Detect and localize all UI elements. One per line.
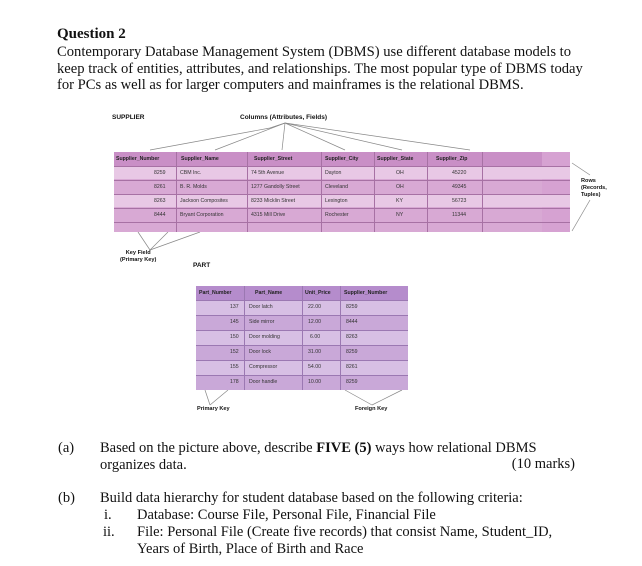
supplier-cell: OH: [396, 184, 404, 190]
part-cell: 152: [230, 349, 239, 355]
supplier-cell: KY: [396, 198, 403, 204]
part-cell: 54.00: [308, 364, 321, 370]
part-b-item-continuation: Years of Birth, Place of Birth and Race: [137, 541, 364, 557]
supplier-cell: 8444: [154, 212, 166, 218]
part-label: PART: [193, 262, 211, 269]
part-cell: 150: [230, 334, 239, 340]
supplier-cell: 49345: [452, 184, 467, 190]
part-b-item-marker: i.: [104, 507, 112, 523]
part-a-marks: (10 marks): [511, 456, 575, 472]
columns-label: Columns (Attributes, Fields): [240, 114, 328, 121]
foreign-key-label: Foreign Key: [355, 406, 388, 412]
supplier-header-city: Supplier_City: [325, 156, 359, 162]
part-cell: 137: [230, 304, 239, 310]
part-a-marker: (a): [58, 440, 75, 456]
part-cell: Door latch: [249, 304, 273, 310]
supplier-table: [114, 152, 570, 232]
question-intro: Contemporary Database Management System (DBMS) use different database models to keep track of entities, attributes, and relationships. The most popular type of DBMS today for PCs as well as for larger computers and mainframes is the relational DBMS.: [57, 44, 583, 93]
supplier-header-zip: Supplier_Zip: [436, 156, 468, 162]
part-cell: 22.00: [308, 304, 321, 310]
supplier-header-state: Supplier_State: [377, 156, 414, 162]
part-cell: 8259: [346, 304, 358, 310]
part-a-text: Based on the picture above, describe FIVE (5) ways how relational DBMS organizes data.: [100, 440, 537, 473]
supplier-cell: Rochester: [325, 212, 349, 218]
part-cell: 12.00: [308, 319, 321, 325]
part-cell: 8259: [346, 349, 358, 355]
supplier-cell: Jackson Composites: [180, 198, 228, 204]
part-cell: Door lock: [249, 349, 271, 355]
part-header-name: Part_Name: [255, 290, 283, 296]
part-header-supplier: Supplier_Number: [344, 290, 388, 296]
part-cell: 8444: [346, 319, 358, 325]
part-b-marker: (b): [58, 490, 75, 506]
question-title: Question 2: [57, 26, 126, 42]
supplier-cell: 8233 Micklin Street: [251, 198, 296, 204]
part-cell: 8263: [346, 334, 358, 340]
supplier-cell: 56723: [452, 198, 467, 204]
part-cell: 6.00: [310, 334, 321, 340]
supplier-cell: 45220: [452, 170, 467, 176]
part-b-item-text: File: Personal File (Create five records) that consist Name, Student_ID,: [137, 524, 553, 540]
part-b-text: Build data hierarchy for student database based on the following criteria:: [100, 490, 523, 506]
part-cell: 31.00: [308, 349, 321, 355]
supplier-cell: Dayton: [325, 170, 342, 176]
part-header-price: Unit_Price: [305, 290, 331, 296]
part-cell: Door handle: [249, 379, 278, 385]
supplier-header-street: Supplier_Street: [254, 156, 293, 162]
supplier-cell: 1277 Gandolly Street: [251, 184, 300, 190]
part-cell: 10.00: [308, 379, 321, 385]
part-cell: Compressor: [249, 364, 278, 370]
part-table: [196, 286, 408, 390]
part-b-item-marker: ii.: [103, 524, 115, 540]
supplier-cell: CBM Inc.: [180, 170, 202, 176]
part-cell: Door molding: [249, 334, 280, 340]
part-cell: 178: [230, 379, 239, 385]
part-cell: Side mirror: [249, 319, 275, 325]
supplier-cell: 74 5th Avenue: [251, 170, 285, 176]
supplier-label: SUPPLIER: [112, 114, 145, 121]
part-cell: 8259: [346, 379, 358, 385]
supplier-cell: B. R. Molds: [180, 184, 207, 190]
key-field-label: Key Field (Primary Key): [120, 250, 157, 263]
supplier-header-number: Supplier_Number: [116, 156, 160, 162]
part-cell: 8261: [346, 364, 358, 370]
supplier-header-name: Supplier_Name: [181, 156, 219, 162]
supplier-cell: Lexington: [325, 198, 348, 204]
supplier-cell: 4315 Mill Drive: [251, 212, 286, 218]
supplier-cell: 11344: [452, 212, 467, 218]
part-b-item-text: Database: Course File, Personal File, Financial File: [137, 507, 436, 523]
supplier-cell: NY: [396, 212, 404, 218]
part-cell: 145: [230, 319, 239, 325]
supplier-cell: 8263: [154, 198, 166, 204]
part-cell: 155: [230, 364, 239, 370]
supplier-cell: OH: [396, 170, 404, 176]
primary-key-label: Primary Key: [197, 406, 230, 412]
part-header-number: Part_Number: [199, 290, 232, 296]
supplier-cell: 8259: [154, 170, 166, 176]
supplier-cell: 8261: [154, 184, 166, 190]
rows-label: Rows (Records, Tuples): [581, 178, 607, 198]
supplier-cell: Bryant Corporation: [180, 212, 224, 218]
supplier-cell: Cleveland: [325, 184, 349, 190]
